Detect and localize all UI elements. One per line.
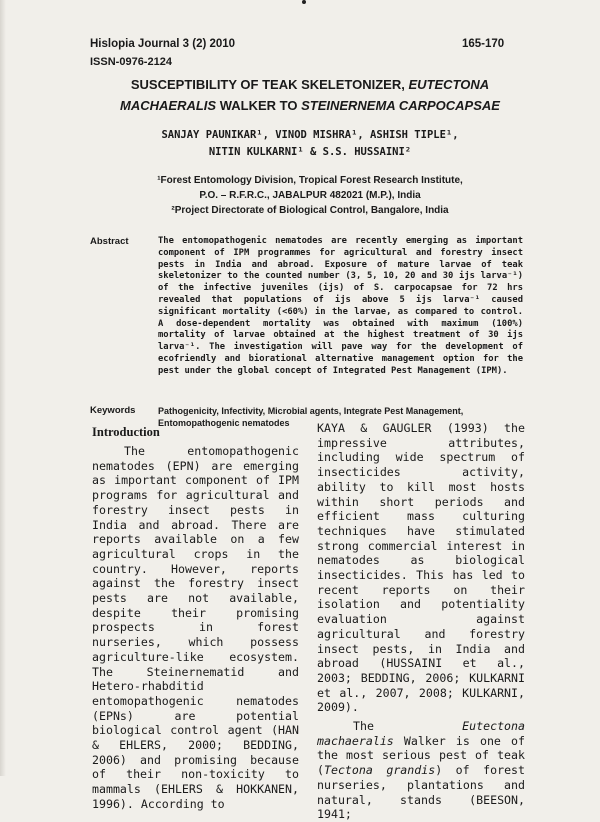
intro-right-paragraph-1: KAYA & GAUGLER (1993) the impressive attributes, including wide spectrum of insecticides activity, ability to kill most hosts within short periods and efficient mass culturing techniques have stimulated strong commercial interest in nematodes as biological insecticides. This has led to recent reports on their isolation and potentiality evaluation against agricultural and forestry insect pests, in India and abroad (HUSSAINI et al., 2003; BEDDING, 2006; KULKARNI et al., 2007, 2008; KULKARNI, 2009). xyxy=(317,421,525,715)
issn: ISSN-0976-2124 xyxy=(90,56,172,68)
page-range: 165-170 xyxy=(462,38,505,50)
authors-line1: SANJAY PAUNIKAR¹, VINOD MISHRA¹, ASHISH TIPLE¹, xyxy=(161,129,459,141)
title-line2c: STEINERNEMA CARPOCAPSAE xyxy=(301,98,500,113)
authors-line2: NITIN KULKARNI¹ & S.S. HUSSAINI² xyxy=(208,146,412,158)
print-mark xyxy=(302,0,306,4)
affiliations xyxy=(60,173,560,218)
host-species: Tectona grandis xyxy=(323,763,436,778)
abstract-text: The entomopathogenic nematodes are recently emerging as important component of IPM programmes for agricultural and forestry insect pests in India and abroad. Exposure of mature larvae of teak skeletonizer to the counted number (3, 5, 10, 20 and 30 ijs larva⁻¹) of the infective juveniles (ijs) of S. carpocapsae for 72 hrs revealed that populations of ijs above 5 ijs larva⁻¹ caused significant mortality (<60%) in the larvae, as compared to control. A dose-dependent mortality was obtained with maximum (100%) mortality of larvae obtained at the highest treatment of 30 ijs larva⁻¹. The investigation will pave way for the development of ecofriendly and biorational alternative management option for the pest under the global concept of Integrated Pest Management (IPM). xyxy=(158,236,523,376)
para2-text-c: Walker is one of the most serious pest of teak ( xyxy=(317,733,525,778)
page-edge-shadow xyxy=(0,0,6,776)
left-column xyxy=(92,444,299,812)
title-line1a: SUSCEPTIBILITY OF TEAK SKELETONIZER, xyxy=(130,77,409,92)
title-line1b: EUTECTONA xyxy=(408,77,490,92)
title-line2a: MACHAERALIS xyxy=(120,98,217,113)
authors xyxy=(60,127,560,161)
para2-text-e: ) of forest nurseries, plantations and natural, stands (BEESON, 1941; xyxy=(317,763,526,822)
intro-left-paragraph: The entomopathogenic nematodes (EPN) are emerging as important component of IPM programs for agricultural and forestry insect pests in India and abroad. There are reports available on a few agricultural crops in the country. However, reports against the forestry insect pests are not available, despite their promising prospects in forest nurseries, which possess agriculture-like ecosystem. The Steinernematid and Hetero-rhabditid entomopathogenic nematodes (EPNs) are potential biological control agent (HAN & EHLERS, 2000; BEDDING, 2006) and promising because of their non-toxicity to mammals (EHLERS & HOKKANEN, 1996). According to xyxy=(92,444,299,811)
affiliation-line3: ²Project Directorate of Biological Control, Bangalore, India xyxy=(171,205,449,216)
affiliation-line2: P.O. – R.F.R.C., JABALPUR 482021 (M.P.), India xyxy=(199,190,421,201)
introduction-heading: Introduction xyxy=(92,425,160,439)
abstract-label: Abstract xyxy=(90,236,129,247)
keywords-text: Pathogenicity, Infectivity, Microbial agents, Integrate Pest Management, Entomopathogenic nematodes xyxy=(158,406,464,428)
right-column xyxy=(317,421,525,822)
para2-text-a: The xyxy=(353,719,463,734)
title-line2b: WALKER TO xyxy=(216,98,302,113)
species-name: Eutectona machaeralis xyxy=(317,719,525,748)
intro-right-paragraph-2 xyxy=(317,719,525,822)
affiliation-line1: ¹Forest Entomology Division, Tropical Forest Research Institute, xyxy=(157,175,463,186)
paper-title xyxy=(60,74,560,116)
keywords-label: Keywords xyxy=(90,405,136,416)
journal-citation: Hislopia Journal 3 (2) 2010 xyxy=(90,38,236,50)
